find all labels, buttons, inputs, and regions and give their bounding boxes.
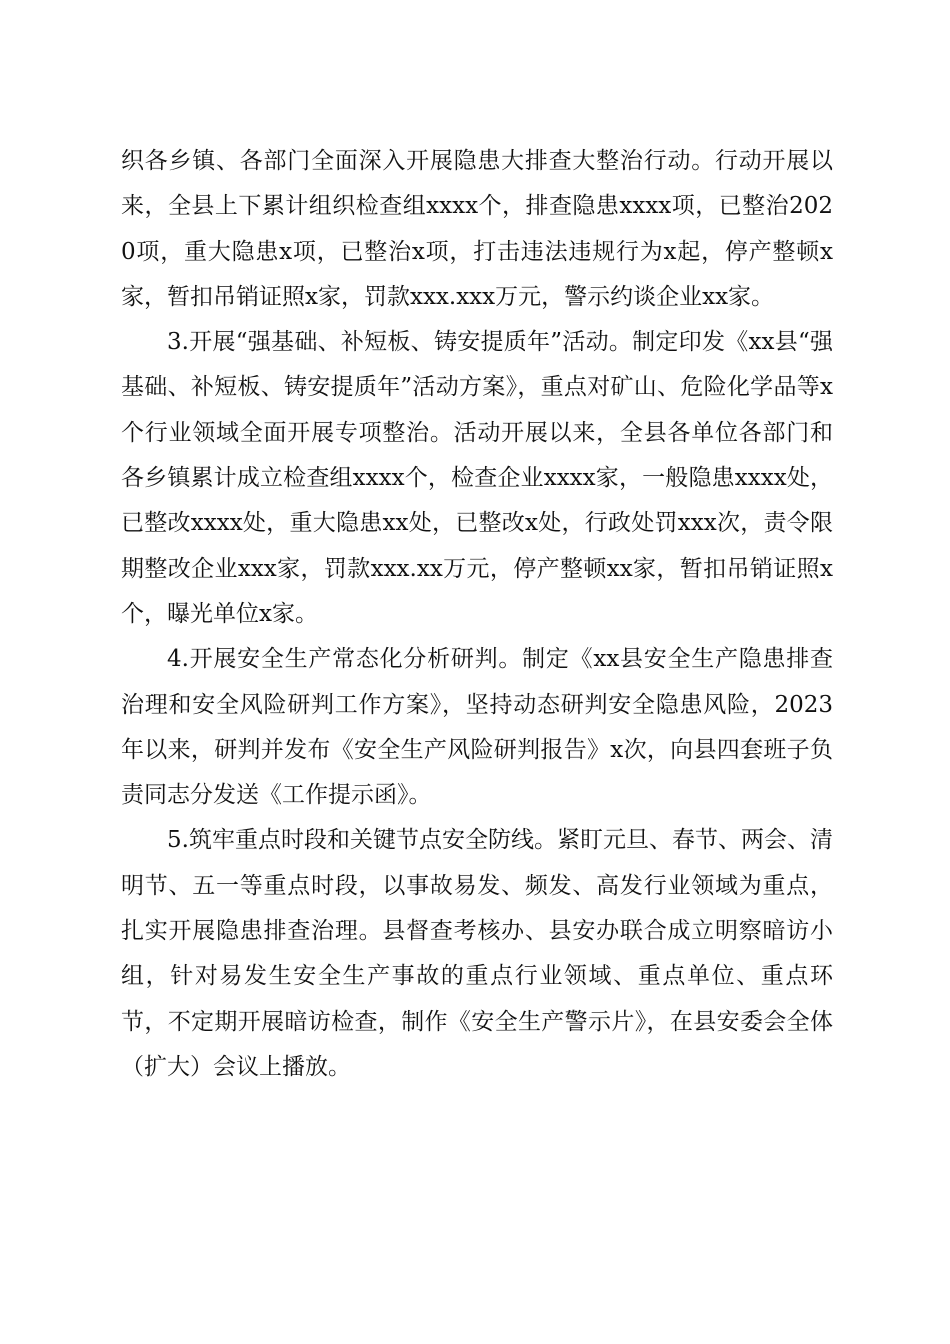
paragraph-item-5: 5.筑牢重点时段和关键节点安全防线。紧盯元旦、春节、两会、清明节、五一等重点时段，以事故易发、频发、高发行业领域为重点，扎实开展隐患排查治理。县督查考核办、县安办联合成立明察暗访小组，针对易发生安全生产事故的重点行业领域、重点单位、重点环节，不定期开展暗访检查，制作《安全生产警示片》，在县安委会全体（扩大）会议上播放。 bbox=[121, 827, 833, 1080]
paragraph-continued: 织各乡镇、各部门全面深入开展隐患大排查大整治行动。行动开展以来，全县上下累计组织检查组xxxx个，排查隐患xxxx项，已整治2020项，重大隐患x项，已整治x项，打击违法违规行为x起，停产整顿x家，暂扣吊销证照x家，罚款xxx.xxx万元，警示约谈企业xx家。 bbox=[121, 148, 833, 310]
document-body bbox=[121, 139, 833, 1090]
paragraph-item-4: 4.开展安全生产常态化分析研判。制定《xx县安全生产隐患排查治理和安全风险研判工作方案》，坚持动态研判安全隐患风险，2023年以来，研判并发布《安全生产风险研判报告》x次，向县四套班子负责同志分发送《工作提示函》。 bbox=[121, 646, 833, 809]
paragraph-item-3: 3.开展“强基础、补短板、铸安提质年”活动。制定印发《xx县“强基础、补短板、铸安提质年”活动方案》，重点对矿山、危险化学品等x个行业领域全面开展专项整治。活动开展以来，全县各单位各部门和各乡镇累计成立检查组xxxx个，检查企业xxxx家，一般隐患xxxx处，已整改xxxx处，重大隐患xx处，已整改x处，行政处罚xxx次，责令限期整改企业xxx家，罚款xxx.xx万元，停产整顿xx家，暂扣吊销证照x个，曝光单位x家。 bbox=[121, 329, 833, 627]
